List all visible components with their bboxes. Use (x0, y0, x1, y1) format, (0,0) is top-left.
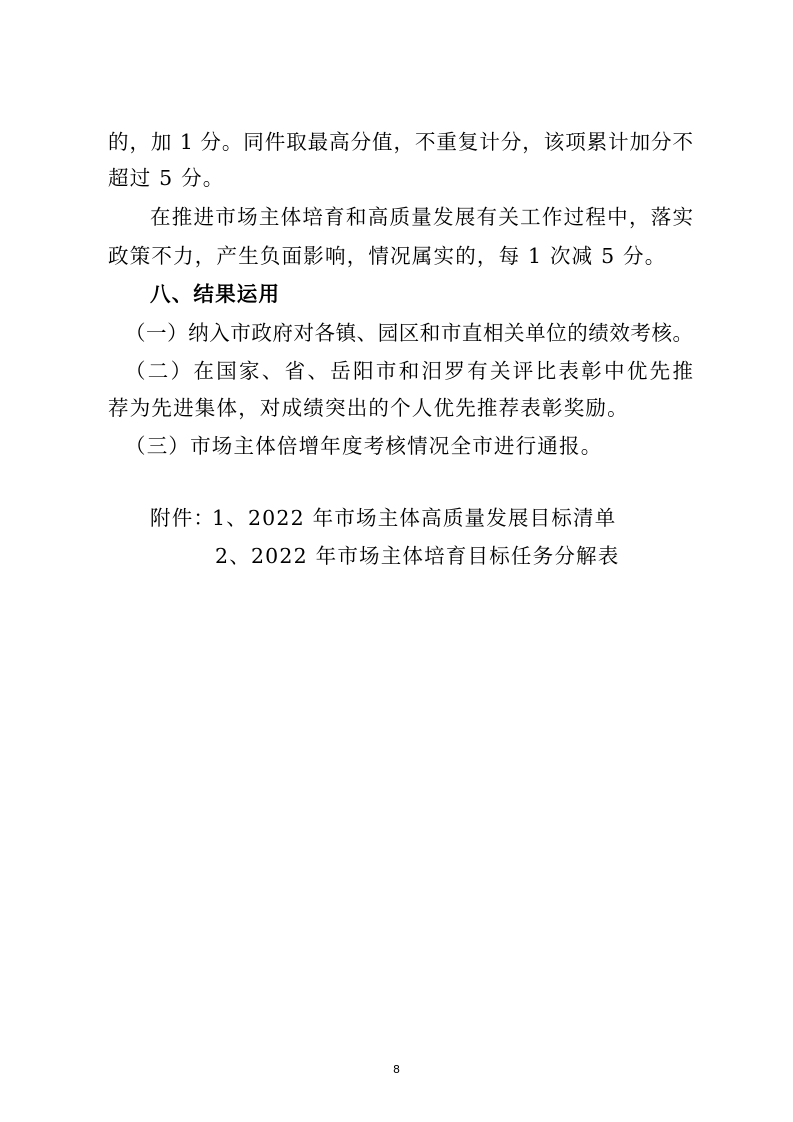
section-heading: 八、结果运用 (150, 282, 281, 306)
list-item: （三）市场主体倍增年度考核情况全市进行通报。 (125, 434, 603, 458)
paragraph-line: 超过 5 分。 (108, 166, 225, 190)
attachment-item: 1、2022 年市场主体高质量发展目标清单 (212, 506, 617, 530)
paragraph-line: 的，加 1 分。同件取最高分值，不重复计分，该项累计加分不 (108, 130, 693, 154)
attachment-item: 2、2022 年市场主体培育目标任务分解表 (215, 544, 620, 568)
paragraph-line: 荐为先进集体，对成绩突出的个人优先推荐表彰奖励。 (108, 396, 629, 420)
list-item: （一）纳入市政府对各镇、园区和市直相关单位的绩效考核。 (125, 321, 693, 345)
paragraph-line: 政策不力，产生负面影响，情况属实的，每 1 次减 5 分。 (108, 244, 667, 268)
paragraph-line: 在推进市场主体培育和高质量发展有关工作过程中，落实 (150, 205, 693, 229)
list-item: （二）在国家、省、岳阳市和汨罗有关评比表彰中优先推 (125, 359, 693, 383)
attachments-label: 附件： (150, 506, 216, 530)
page-number: 8 (393, 1063, 400, 1076)
